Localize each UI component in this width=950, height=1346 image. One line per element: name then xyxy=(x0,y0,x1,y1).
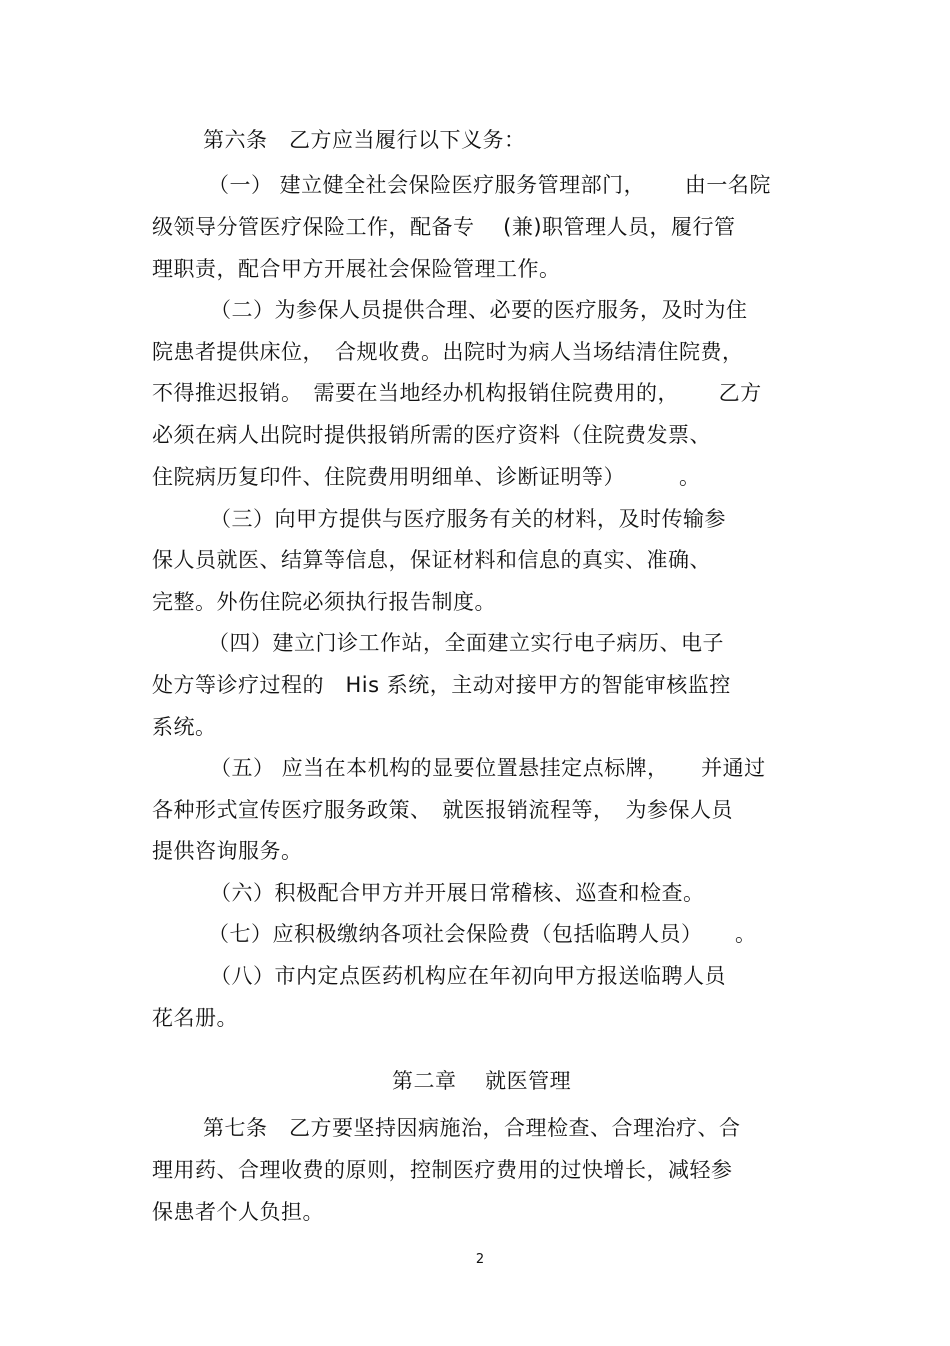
item-4-line-3: 系统。 xyxy=(152,715,217,739)
page-number: 2 xyxy=(475,1252,485,1267)
article-7-line-1: 第七条 乙方要坚持因病施治，合理检查、合理治疗、合 xyxy=(203,1116,741,1140)
item-7: （七）应积极缴纳各项社会保险费（包括临聘人员） 。 xyxy=(208,922,757,946)
item-3-line-3: 完整。外伤住院必须执行报告制度。 xyxy=(152,590,496,614)
item-2-line-3: 不得推迟报销。 需要在当地经办机构报销住院费用的， 乙方 xyxy=(152,381,762,405)
item-1-line-1: （一） 建立健全社会保险医疗服务管理部门， 由一名院 xyxy=(208,173,771,197)
item-5-line-1: （五） 应当在本机构的显要位置悬挂定点标牌， 并通过 xyxy=(210,756,766,780)
item-2-line-1: （二）为参保人员提供合理、必要的医疗服务，及时为住 xyxy=(210,298,748,322)
item-6: （六）积极配合甲方并开展日常稽核、巡查和检查。 xyxy=(210,881,705,905)
item-4-line-1: （四）建立门诊工作站，全面建立实行电子病历、电子 xyxy=(208,631,724,655)
item-2-line-4: 必须在病人出院时提供报销所需的医疗资料（住院费发票、 xyxy=(152,423,711,447)
item-8-line-2: 花名册。 xyxy=(152,1006,238,1030)
item-2-line-2: 院患者提供床位， 合规收费。出院时为病人当场结清住院费， xyxy=(152,340,744,364)
article-7-line-3: 保患者个人负担。 xyxy=(152,1200,324,1224)
item-3-line-1: （三）向甲方提供与医疗服务有关的材料，及时传输参 xyxy=(210,507,726,531)
chapter-2-heading: 第二章 就医管理 xyxy=(392,1069,572,1093)
item-8-line-1: （八）市内定点医药机构应在年初向甲方报送临聘人员 xyxy=(210,964,726,988)
item-4-line-2: 处方等诊疗过程的 His 系统，主动对接甲方的智能审核监控 xyxy=(152,673,731,697)
article-6-title: 第六条 乙方应当履行以下义务： xyxy=(203,128,526,152)
item-1-line-3: 理职责，配合甲方开展社会保险管理工作。 xyxy=(152,257,561,281)
item-3-line-2: 保人员就医、结算等信息，保证材料和信息的真实、准确、 xyxy=(152,548,711,572)
item-5-line-3: 提供咨询服务。 xyxy=(152,839,303,863)
item-2-line-5: 住院病历复印件、住院费用明细单、诊断证明等） 。 xyxy=(152,465,701,489)
item-5-line-2: 各种形式宣传医疗服务政策、 就医报销流程等， 为参保人员 xyxy=(152,798,733,822)
item-1-line-2: 级领导分管医疗保险工作，配备专 (兼)职管理人员，履行管 xyxy=(152,215,736,239)
article-7-line-2: 理用药、合理收费的原则，控制医疗费用的过快增长，减轻参 xyxy=(152,1158,733,1182)
